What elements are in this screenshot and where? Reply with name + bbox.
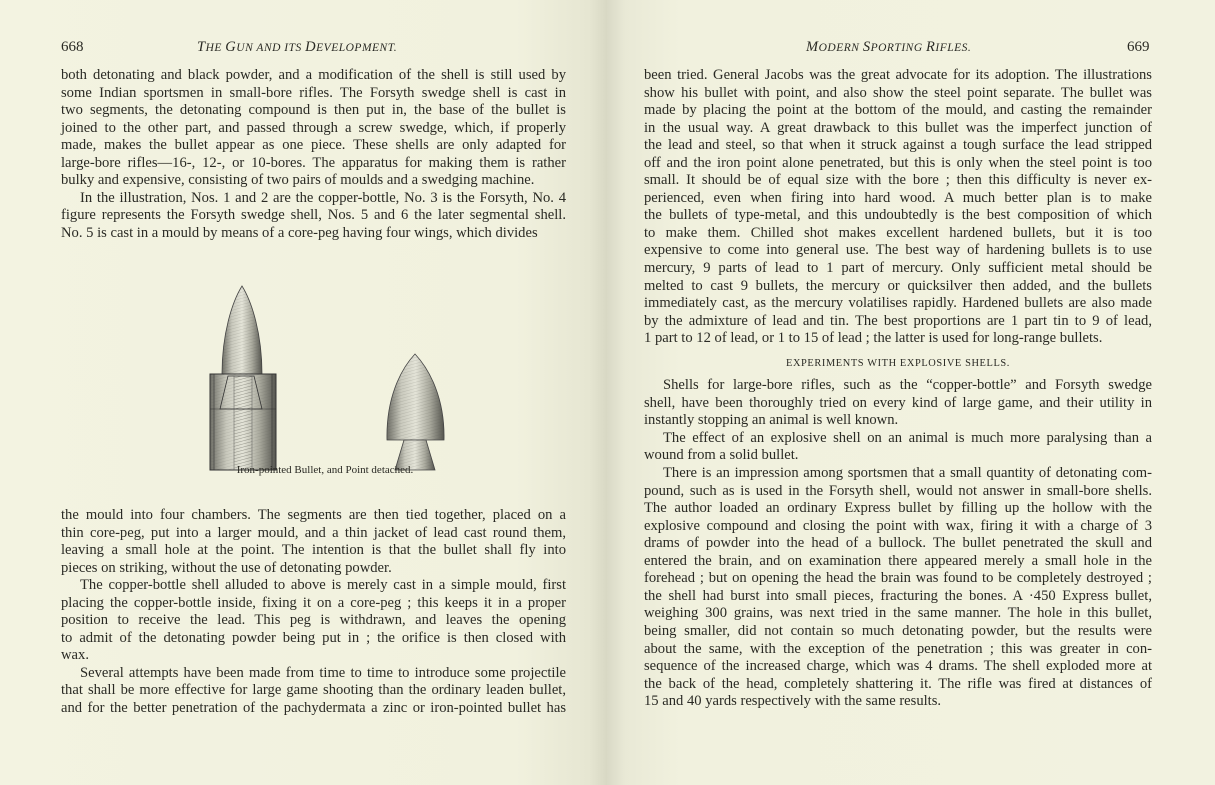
running-head xyxy=(197,39,397,56)
text-line: pieces on striking, without the use of detonating powder. xyxy=(61,559,392,576)
text-line: two segments, the detonating compound is then put in, the base of the bullet is xyxy=(61,102,566,119)
text-line: The copper-bottle shell alluded to above is merely cast in a simple mould, first xyxy=(80,577,566,594)
text-line: off and the iron point alone penetrated, but this is only when the steel point is too xyxy=(644,154,1152,171)
running-head-part: M xyxy=(806,39,819,55)
text-line: weighing 300 grains, was next tried in the same manner. The hole in this bullet, xyxy=(644,605,1152,622)
text-line: leaving a small hole at the point. The intention is that the bullet shall fly into xyxy=(61,542,566,559)
text-line: immediately cast, as the mercury volatilises rapidly. Hardened bullets are also made xyxy=(644,295,1152,312)
text-line: No. 5 is cast in a mould by means of a core-peg having four wings, which divides xyxy=(61,224,538,241)
text-line: The author loaded an ordinary Express bullet by filling up the hollow with the xyxy=(644,500,1152,517)
text-line: the mould into four chambers. The segments are then tied together, placed on a xyxy=(61,507,566,523)
text-line: been tried. General Jacobs was the great advocate for its adoption. The illustrations xyxy=(644,67,1152,83)
running-head-part: D xyxy=(305,39,317,55)
text-line: being smaller, did not contain so much detonating powder, but the results were xyxy=(644,622,1152,639)
running-head-part: HE xyxy=(205,42,226,54)
text-line: the bullets of type-metal, and this undoubtedly is the best composition of which xyxy=(644,207,1152,224)
paragraph xyxy=(61,665,566,718)
text-line: 15 and 40 yards respectively with the same results. xyxy=(644,693,942,710)
right-page xyxy=(607,0,1215,785)
bullet-illustration xyxy=(190,284,450,474)
left-page xyxy=(0,0,607,785)
text-line: and for the better penetration of the pachydermata a zinc or iron-pointed bullet has xyxy=(61,700,566,717)
text-line: the lead and steel, so that when it struck against a tough surface the lead stripped xyxy=(644,137,1152,154)
text-line: The effect of an explosive shell on an animal is much more paralysing than a xyxy=(663,429,1152,446)
running-head-part: G xyxy=(225,39,237,55)
text-line: In the illustration, Nos. 1 and 2 are the copper-bottle, No. 3 is the Forsyth, No. 4 xyxy=(80,189,566,206)
running-head xyxy=(806,39,971,56)
paragraph xyxy=(644,67,1152,348)
text-line: explosive compound and closing the point with wax, firing it with a charge of 3 xyxy=(644,517,1152,534)
paragraph xyxy=(644,465,1152,711)
running-head-part: T xyxy=(197,39,206,55)
text-line: forehead ; but on opening the head the brain was found to be completely destroyed ; xyxy=(644,570,1152,587)
text-block-top xyxy=(61,67,566,242)
text-line: made by placing the point at the bottom of the mould, and casting the remainder xyxy=(644,102,1152,119)
paragraph xyxy=(61,507,566,577)
running-head-part: UN AND ITS xyxy=(236,42,306,54)
running-head-part: PORTING xyxy=(870,42,926,54)
running-head-part: R xyxy=(926,39,936,55)
text-block xyxy=(644,67,1152,711)
text-line: bulky and expensive, consisting of two pairs of moulds and a swedging machine. xyxy=(61,172,535,189)
text-line: about the same, with the exception of the penetration ; this was greater in con- xyxy=(644,640,1152,657)
text-line: shell, have been thoroughly tried on every kind of large game, and their utility in xyxy=(644,394,1152,411)
running-head-part: S xyxy=(862,39,871,55)
text-line: wound from a solid bullet. xyxy=(644,447,799,464)
text-line: Shells for large-bore rifles, such as the “copper-bottle” and Forsyth swedge xyxy=(663,377,1152,394)
text-line: that shall be more effective for large game shooting than the ordinary leaden bullet, xyxy=(61,682,566,699)
text-block-bottom xyxy=(61,507,566,718)
iron-pointed-bullet xyxy=(210,286,276,470)
text-line: both detonating and black powder, and a modification of the shell is still used by xyxy=(61,67,566,83)
text-line: drams of powder into the head of a bullock. The bullet penetrated the skull and xyxy=(644,535,1152,552)
text-line: figure represents the Forsyth swedge shell, Nos. 5 and 6 the later segmental shell. xyxy=(61,207,566,224)
text-line: thin core-peg, put into a larger mould, and a thin jacket of lead cast round them, xyxy=(61,524,566,541)
text-line: 1 part to 12 of lead, or 1 to 15 of lead ; the latter is used for long-range bullets. xyxy=(644,330,1103,347)
text-line: small. It should be of equal size with the bore ; then this difficulty is never ex- xyxy=(644,172,1152,189)
paragraph xyxy=(644,430,1152,465)
figure-caption: Iron-pointed Bullet, and Point detached. xyxy=(236,464,414,476)
text-line: made, makes the bullet appear as one piece. These shells are only adapted for xyxy=(61,137,566,154)
paragraph xyxy=(61,67,566,190)
text-line: to make them. Chilled shot makes excellent hardened bullets, but it is too xyxy=(644,224,1152,241)
text-line: pound, such as is used in the Forsyth shell, would not answer in small-bore shells. xyxy=(644,482,1152,499)
detached-point xyxy=(387,354,444,470)
text-line: some Indian sportsmen in small-bore rifles. The Forsyth swedge shell is cast in xyxy=(61,84,566,101)
text-line: perienced, even when firing into hard wood. A much better plan is to make xyxy=(644,189,1152,206)
text-line: expensive to come into general use. The best way of hardening bullets is to use xyxy=(644,242,1152,259)
paragraph xyxy=(644,377,1152,430)
text-line: entered the brain, and on examination there appeared merely a small hole in the xyxy=(644,552,1152,569)
section-heading: EXPERIMENTS WITH EXPLOSIVE SHELLS. xyxy=(786,357,1010,369)
text-line: There is an impression among sportsmen that a small quantity of detonating com- xyxy=(663,465,1152,482)
text-line: large-bore rifles—16-, 12-, or 10-bores. The apparatus for making them is rather xyxy=(61,154,566,171)
text-line: joined to the other part, and passed through a screw swedge, which, if properly xyxy=(61,119,566,136)
running-head-part: ODERN xyxy=(818,42,863,54)
text-line: instantly stopping an animal is well known. xyxy=(644,412,899,429)
running-head-part: EVELOPMENT. xyxy=(316,42,398,54)
text-line: the back of the head, completely shattering it. The rifle was fired at distances of xyxy=(644,675,1152,692)
text-line: in the usual way. A great drawback to this bullet was the imperfect junction of xyxy=(644,119,1152,136)
text-line: placing the copper-bottle inside, fixing it on a core-peg ; this keeps it in a proper xyxy=(61,594,566,611)
page-number: 668 xyxy=(61,39,84,55)
text-line: melted to cast 9 bullets, the mercury or quicksilver then added, and the bullets xyxy=(644,277,1152,294)
text-line: to admit of the detonating powder being put in ; the orifice is then closed with xyxy=(61,629,566,646)
running-head-part: IFLES. xyxy=(935,42,972,54)
text-line: by the admixture of lead and tin. The best proportions are 1 part tin to 9 of lead, xyxy=(644,312,1152,329)
paragraph xyxy=(61,577,566,665)
text-line: wax. xyxy=(61,647,89,664)
text-line: sequence of the increased charge, which was 4 drams. The shell exploded more at xyxy=(644,658,1152,675)
text-line: Several attempts have been made from time to time to introduce some projectile xyxy=(80,664,566,681)
text-line: position to receive the lead. This peg is withdrawn, and leaves the opening xyxy=(61,612,566,629)
paragraph xyxy=(61,190,566,243)
page-number: 669 xyxy=(1127,39,1150,55)
text-line: show his bullet with point, and also show the steel point separate. The bullet was xyxy=(644,84,1152,101)
text-line: the shell had burst into small pieces, fracturing the bones. A ·450 Express bullet, xyxy=(644,587,1152,604)
text-line: mercury, 9 parts of lead to 1 part of mercury. Only sufficient metal should be xyxy=(644,260,1152,277)
